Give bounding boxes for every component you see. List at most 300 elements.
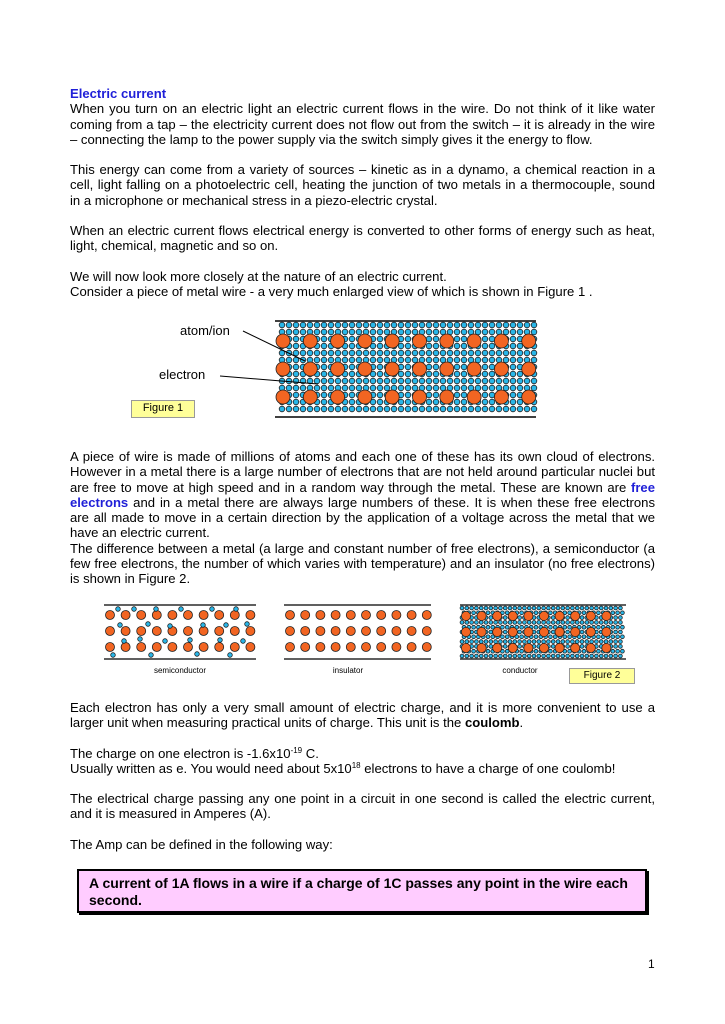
electron <box>510 329 516 335</box>
electron <box>566 645 570 649</box>
electron <box>496 322 502 328</box>
electron <box>496 406 502 412</box>
ion <box>121 643 130 652</box>
electron <box>405 385 411 391</box>
electron <box>542 606 546 610</box>
electron <box>531 385 537 391</box>
electron <box>349 385 355 391</box>
electron <box>356 350 362 356</box>
ion <box>385 334 399 348</box>
electron <box>479 654 483 658</box>
electron <box>370 357 376 363</box>
electron <box>314 378 320 384</box>
electron <box>531 329 537 335</box>
electron <box>604 640 608 644</box>
electron <box>585 654 589 658</box>
electron <box>551 654 555 658</box>
electron <box>479 640 483 644</box>
electron <box>363 350 369 356</box>
electron <box>510 371 516 377</box>
ion <box>331 627 340 636</box>
electron <box>517 322 523 328</box>
electron <box>454 392 460 398</box>
electron <box>321 336 327 342</box>
ion <box>392 643 401 652</box>
electron <box>534 625 538 629</box>
ion <box>199 643 208 652</box>
electron <box>510 406 516 412</box>
electron <box>599 640 603 644</box>
figure1-wire-lattice <box>275 321 537 417</box>
ion <box>524 643 533 652</box>
ion <box>358 390 372 404</box>
electron <box>614 654 618 658</box>
electron <box>616 649 620 653</box>
ion <box>106 643 115 652</box>
electron <box>349 322 355 328</box>
electron <box>489 645 493 649</box>
electron <box>556 621 560 625</box>
electron <box>132 607 137 612</box>
electron <box>405 406 411 412</box>
electron <box>489 364 495 370</box>
electron <box>454 350 460 356</box>
electron <box>496 378 502 384</box>
electron <box>475 640 479 644</box>
electron <box>398 322 404 328</box>
electron <box>566 616 570 620</box>
ion <box>246 643 255 652</box>
electron <box>582 635 586 639</box>
page-body-3 <box>70 700 655 852</box>
electron <box>470 640 474 644</box>
electron <box>575 621 579 625</box>
electron <box>461 357 467 363</box>
electron <box>154 607 159 612</box>
electron <box>293 322 299 328</box>
electron <box>537 654 541 658</box>
ion <box>316 611 325 620</box>
electron <box>503 350 509 356</box>
paragraph-current-definition: The electrical charge passing any one point in a circuit in one second is called the electric current, and it is measured in Amperes (A). <box>70 791 655 822</box>
electron <box>454 385 460 391</box>
electron <box>224 623 229 628</box>
electron <box>116 607 121 612</box>
electron <box>614 630 618 634</box>
electron <box>517 385 523 391</box>
electron <box>377 357 383 363</box>
paragraph-materials: The difference between a metal (a large and constant number of free electrons), a semiconductor (a few free electrons, the number of which varies with temperature) and an insulator (no free electrons) is shown in Figure 2. <box>70 540 655 587</box>
electron <box>595 640 599 644</box>
electron <box>489 616 493 620</box>
figure2-semiconductor-label: semiconductor <box>153 666 207 675</box>
electron <box>479 606 483 610</box>
electron <box>510 378 516 384</box>
ion <box>467 390 481 404</box>
ion <box>358 362 372 376</box>
electron <box>321 350 327 356</box>
electron <box>616 611 620 615</box>
electron <box>513 654 517 658</box>
electron <box>561 621 565 625</box>
electron <box>293 371 299 377</box>
electron <box>524 322 530 328</box>
electron <box>335 322 341 328</box>
ion <box>602 611 611 620</box>
ion <box>461 627 470 636</box>
electron <box>611 635 615 639</box>
electron <box>300 350 306 356</box>
electron <box>356 378 362 384</box>
electron <box>293 399 299 405</box>
electron <box>460 654 464 658</box>
electron <box>377 385 383 391</box>
electron <box>503 606 507 610</box>
ion <box>602 643 611 652</box>
electron <box>461 399 467 405</box>
electron <box>293 406 299 412</box>
ion <box>301 627 310 636</box>
electron <box>482 406 488 412</box>
electron <box>475 322 481 328</box>
electron <box>611 625 615 629</box>
ion <box>539 611 548 620</box>
ion <box>440 390 454 404</box>
electron <box>286 329 292 335</box>
electron <box>486 635 490 639</box>
electron <box>472 625 476 629</box>
ion <box>199 611 208 620</box>
electron <box>489 343 495 349</box>
electron <box>571 654 575 658</box>
electron <box>314 329 320 335</box>
electron <box>510 343 516 349</box>
electron <box>412 357 418 363</box>
ion <box>407 611 416 620</box>
electron <box>582 625 586 629</box>
electron <box>489 322 495 328</box>
electron <box>489 621 493 625</box>
ion <box>522 334 536 348</box>
electron <box>447 406 453 412</box>
ion <box>184 643 193 652</box>
electron <box>412 322 418 328</box>
electron <box>391 378 397 384</box>
electron <box>609 654 613 658</box>
electron <box>342 350 348 356</box>
electron <box>532 621 536 625</box>
electron <box>405 336 411 342</box>
electron <box>609 606 613 610</box>
electron <box>621 635 625 639</box>
electron <box>510 350 516 356</box>
ion <box>303 390 317 404</box>
electron <box>293 364 299 370</box>
figure1-atom-label: atom/ion <box>180 323 230 338</box>
electron <box>279 406 285 412</box>
electron <box>321 343 327 349</box>
electron <box>597 625 601 629</box>
electron <box>479 621 483 625</box>
electron <box>398 385 404 391</box>
electron <box>454 336 460 342</box>
electron <box>580 630 584 634</box>
electron <box>590 606 594 610</box>
electron <box>356 406 362 412</box>
electron <box>609 621 613 625</box>
electron <box>614 621 618 625</box>
electron <box>590 654 594 658</box>
ion <box>440 362 454 376</box>
ion <box>494 390 508 404</box>
electron <box>426 378 432 384</box>
electron <box>460 640 464 644</box>
ion <box>121 611 130 620</box>
electron <box>377 329 383 335</box>
electron <box>398 371 404 377</box>
electron <box>508 606 512 610</box>
electron <box>433 343 439 349</box>
electron <box>537 640 541 644</box>
electron <box>551 640 555 644</box>
ion <box>215 643 224 652</box>
electron <box>472 611 476 615</box>
ion <box>168 611 177 620</box>
electron <box>433 399 439 405</box>
electron <box>609 640 613 644</box>
ion <box>230 611 239 620</box>
figure2-caption: Figure 2 <box>569 668 635 684</box>
electron <box>447 378 453 384</box>
ion <box>246 627 255 636</box>
electron <box>499 654 503 658</box>
electron <box>604 606 608 610</box>
electron <box>482 385 488 391</box>
electron <box>505 625 509 629</box>
electron <box>328 378 334 384</box>
ion <box>602 627 611 636</box>
ion <box>346 627 355 636</box>
electron <box>426 364 432 370</box>
electron <box>523 640 527 644</box>
electron <box>398 406 404 412</box>
electron <box>561 654 565 658</box>
figure2-panels <box>104 605 626 659</box>
electron <box>461 329 467 335</box>
electron <box>556 606 560 610</box>
electron <box>321 364 327 370</box>
electron <box>571 606 575 610</box>
electron <box>503 621 507 625</box>
electron <box>454 322 460 328</box>
ion <box>477 643 486 652</box>
electron <box>482 392 488 398</box>
electron <box>461 336 467 342</box>
electron <box>499 606 503 610</box>
electron <box>461 378 467 384</box>
electron <box>527 654 531 658</box>
electron <box>551 616 555 620</box>
electron <box>370 406 376 412</box>
electron <box>580 654 584 658</box>
electron <box>503 645 507 649</box>
electron <box>461 343 467 349</box>
electron <box>619 645 623 649</box>
electron <box>542 654 546 658</box>
paragraph-conversion: When an electric current flows electrical energy is converted to other forms of energy such as heat, light, chemical, magnetic and so on. <box>70 223 655 254</box>
electron <box>307 350 313 356</box>
ion <box>524 627 533 636</box>
electron <box>286 406 292 412</box>
electron <box>188 638 193 643</box>
electron <box>518 616 522 620</box>
electron <box>489 630 493 634</box>
electron <box>279 322 285 328</box>
paragraph-amp-intro: The Amp can be defined in the following way: <box>70 836 333 852</box>
electron <box>527 606 531 610</box>
electron <box>523 654 527 658</box>
electron <box>482 322 488 328</box>
electron <box>293 378 299 384</box>
page-number: 1 <box>648 957 655 971</box>
electron <box>377 343 383 349</box>
ion <box>555 611 564 620</box>
electron <box>461 371 467 377</box>
electron <box>472 635 476 639</box>
ion <box>286 611 295 620</box>
figure1-electron-label: electron <box>159 367 206 382</box>
ion <box>407 627 416 636</box>
electron <box>614 640 618 644</box>
electron <box>489 378 495 384</box>
electron <box>241 639 246 644</box>
ion <box>152 643 161 652</box>
electron <box>508 621 512 625</box>
electron <box>405 343 411 349</box>
electron <box>370 378 376 384</box>
electron <box>532 654 536 658</box>
electron <box>513 621 517 625</box>
electron <box>599 621 603 625</box>
ion <box>362 611 371 620</box>
electron <box>503 406 509 412</box>
electron <box>489 371 495 377</box>
ion <box>137 611 146 620</box>
electron <box>377 392 383 398</box>
ion <box>303 362 317 376</box>
electron <box>475 606 479 610</box>
electron <box>508 640 512 644</box>
electron <box>293 350 299 356</box>
electron <box>510 336 516 342</box>
ion <box>121 627 130 636</box>
electron <box>328 406 334 412</box>
ion <box>586 611 595 620</box>
electron <box>489 399 495 405</box>
electron <box>426 343 432 349</box>
electron <box>138 637 143 642</box>
electron <box>489 329 495 335</box>
electron <box>503 357 509 363</box>
term-free-electrons: free electrons <box>70 479 655 510</box>
paragraph-coulomb: Each electron has only a very small amount of electric charge, and it is more convenient to use a larger unit when measuring practical units of charge. This unit is the coulomb. <box>70 700 655 731</box>
electron <box>531 350 537 356</box>
ion <box>522 390 536 404</box>
electron <box>518 640 522 644</box>
section-heading: Electric current <box>70 86 167 101</box>
electron <box>349 406 355 412</box>
electron <box>335 350 341 356</box>
electron <box>342 322 348 328</box>
electron <box>523 621 527 625</box>
electron <box>499 621 503 625</box>
electron <box>149 653 154 658</box>
ion <box>106 627 115 636</box>
ion <box>586 643 595 652</box>
electron <box>440 322 446 328</box>
ion <box>524 611 533 620</box>
electron <box>551 621 555 625</box>
electron <box>454 343 460 349</box>
electron <box>293 392 299 398</box>
electron <box>328 385 334 391</box>
electron <box>619 616 623 620</box>
electron <box>518 606 522 610</box>
electron <box>517 357 523 363</box>
electron <box>146 622 151 627</box>
electron <box>201 623 206 628</box>
ion <box>316 643 325 652</box>
electron <box>356 329 362 335</box>
electron <box>307 322 313 328</box>
electron <box>314 385 320 391</box>
electron <box>412 378 418 384</box>
electron <box>468 350 474 356</box>
electron <box>520 635 524 639</box>
electron <box>412 406 418 412</box>
electron <box>482 378 488 384</box>
electron <box>118 623 123 628</box>
electron <box>377 371 383 377</box>
electron <box>405 392 411 398</box>
ion <box>377 611 386 620</box>
ion <box>152 611 161 620</box>
electron <box>398 399 404 405</box>
electron <box>465 606 469 610</box>
electron <box>293 385 299 391</box>
electron <box>454 371 460 377</box>
electron <box>531 406 537 412</box>
ion <box>137 627 146 636</box>
electron <box>218 638 223 643</box>
electron <box>398 378 404 384</box>
electron <box>501 635 505 639</box>
ion <box>422 611 431 620</box>
electron <box>518 630 522 634</box>
ion <box>286 643 295 652</box>
electron <box>461 406 467 412</box>
electron <box>384 385 390 391</box>
electron <box>494 640 498 644</box>
paragraph-free-electrons: A piece of wire is made of millions of atoms and each one of these has its own cloud of electrons. However in a metal there is a large number of electrons that are not held around particular nuclei but are free to move at high speed and in a random way through the metal. These are known are free electrons and in a metal there are always large numbers of these. It is when these free electrons are all made to move in a certain direction by the application of a voltage across the metal that we have an electric current. <box>70 449 655 541</box>
electron <box>468 378 474 384</box>
electron <box>349 336 355 342</box>
electron <box>496 350 502 356</box>
electron <box>342 329 348 335</box>
electron <box>433 336 439 342</box>
electron <box>391 406 397 412</box>
electron <box>426 336 432 342</box>
